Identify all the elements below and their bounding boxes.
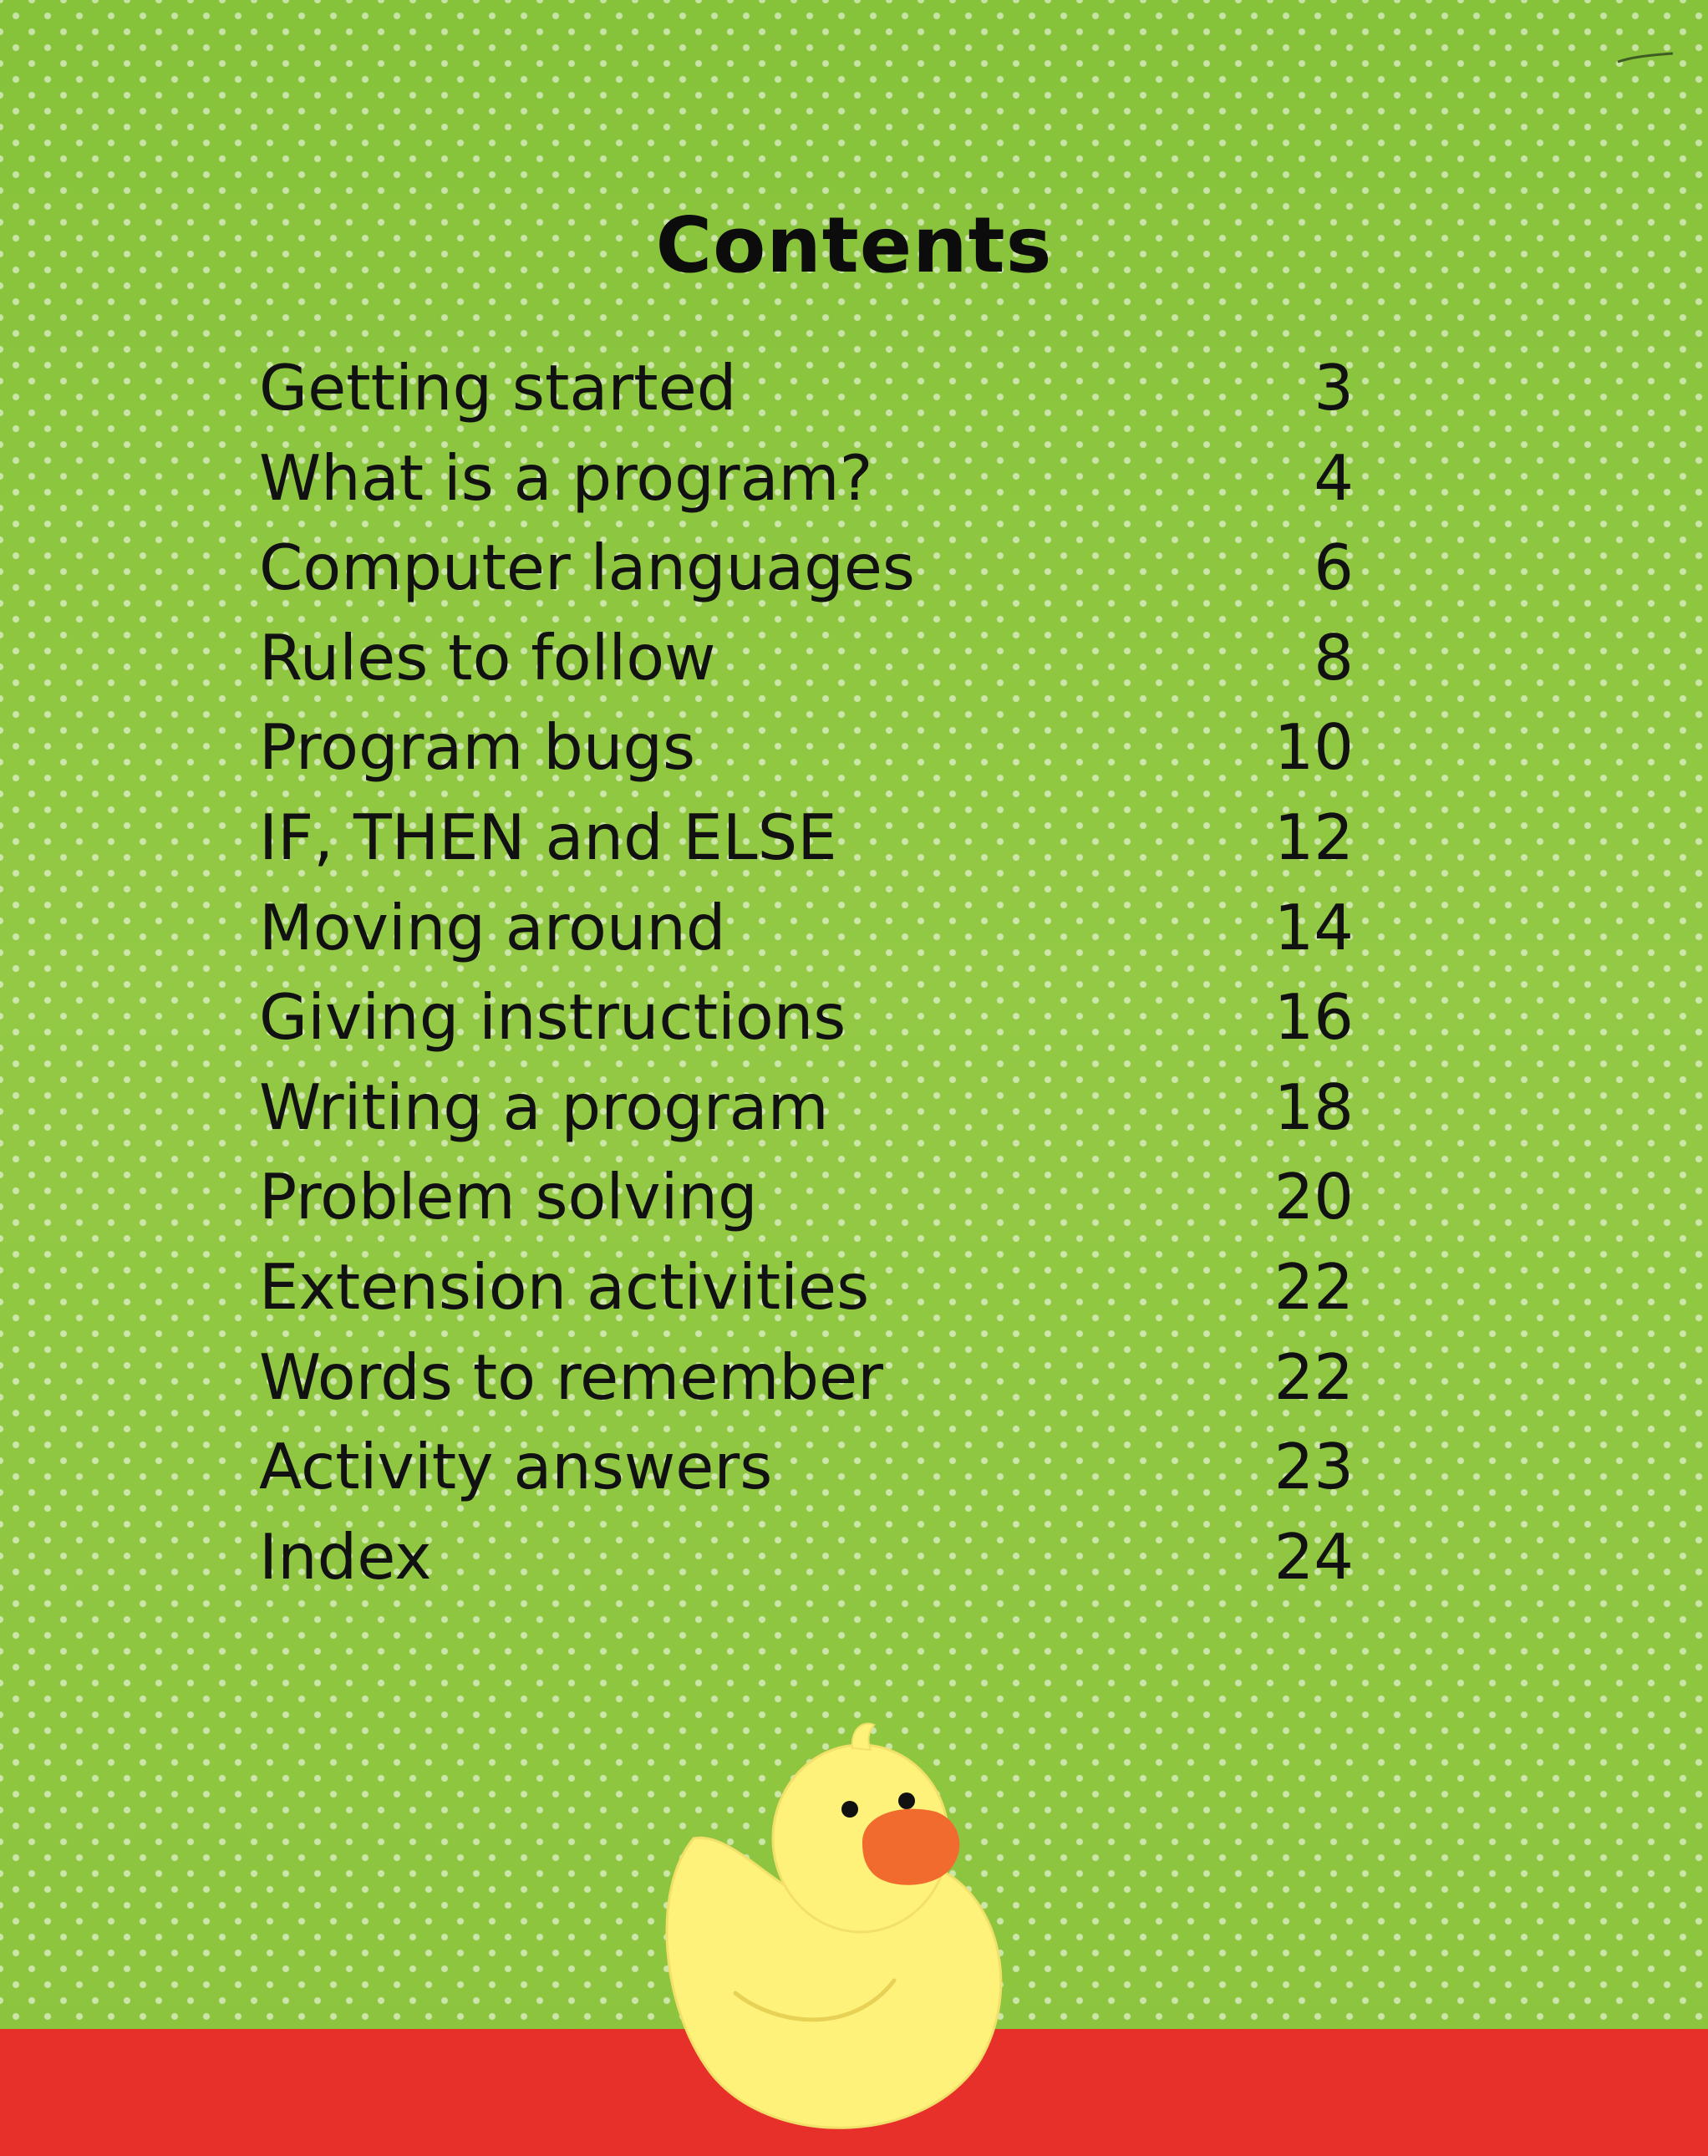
toc-entry[interactable] [259, 1070, 1354, 1161]
toc-entry[interactable] [259, 441, 1354, 531]
toc-entry[interactable] [259, 531, 1354, 621]
toc-entry-label: Index [259, 1519, 432, 1594]
toc-entry-page-number: 6 [1314, 531, 1354, 605]
toc-entry-label: Rules to follow [259, 620, 716, 694]
toc-entry-page-number: 18 [1273, 1070, 1354, 1144]
rubber-duck-icon [643, 1705, 1036, 2156]
toc-entry-page-number: 16 [1273, 980, 1354, 1055]
toc-entry[interactable] [259, 1520, 1354, 1610]
toc-entry-page-number: 3 [1314, 351, 1354, 425]
toc-entry[interactable] [259, 1160, 1354, 1250]
toc-entry[interactable] [259, 710, 1354, 801]
toc-entry-label: IF, THEN and ELSE [259, 800, 837, 874]
toc-entry-label: Moving around [259, 890, 726, 964]
toc-entry[interactable] [259, 351, 1354, 441]
toc-entry-page-number: 8 [1314, 620, 1354, 694]
toc-entry-page-number: 20 [1273, 1160, 1354, 1234]
toc-entry-page-number: 24 [1273, 1519, 1354, 1594]
toc-entry[interactable] [259, 1250, 1354, 1340]
toc-entry-label: Problem solving [259, 1160, 758, 1234]
toc-entry[interactable] [259, 891, 1354, 981]
toc-entry-label: Words to remember [259, 1340, 883, 1414]
toc-entry-label: Extension activities [259, 1249, 870, 1324]
toc-entry-label: Getting started [259, 351, 737, 425]
table-of-contents [259, 351, 1354, 1609]
toc-entry[interactable] [259, 1430, 1354, 1520]
toc-entry-label: Computer languages [259, 531, 915, 605]
toc-entry-page-number: 12 [1273, 800, 1354, 874]
duck-eye-right [898, 1792, 915, 1809]
duck-beak [862, 1809, 959, 1885]
toc-entry-label: What is a program? [259, 440, 873, 515]
toc-entry-label: Giving instructions [259, 980, 846, 1055]
toc-entry-label: Activity answers [259, 1430, 773, 1504]
toc-entry-label: Program bugs [259, 710, 696, 785]
toc-entry-page-number: 22 [1273, 1249, 1354, 1324]
toc-entry-page-number: 14 [1273, 890, 1354, 964]
toc-entry-page-number: 23 [1273, 1430, 1354, 1504]
toc-entry-page-number: 10 [1273, 710, 1354, 785]
toc-entry-page-number: 4 [1314, 440, 1354, 515]
duck-eye-left [841, 1801, 858, 1818]
page-title: Contents [655, 201, 1053, 290]
scratch-mark [1616, 50, 1675, 67]
toc-entry[interactable] [259, 801, 1354, 891]
toc-entry[interactable] [259, 980, 1354, 1070]
toc-entry-page-number: 22 [1273, 1340, 1354, 1414]
toc-entry[interactable] [259, 621, 1354, 711]
toc-entry-label: Writing a program [259, 1070, 829, 1144]
toc-entry[interactable] [259, 1340, 1354, 1431]
